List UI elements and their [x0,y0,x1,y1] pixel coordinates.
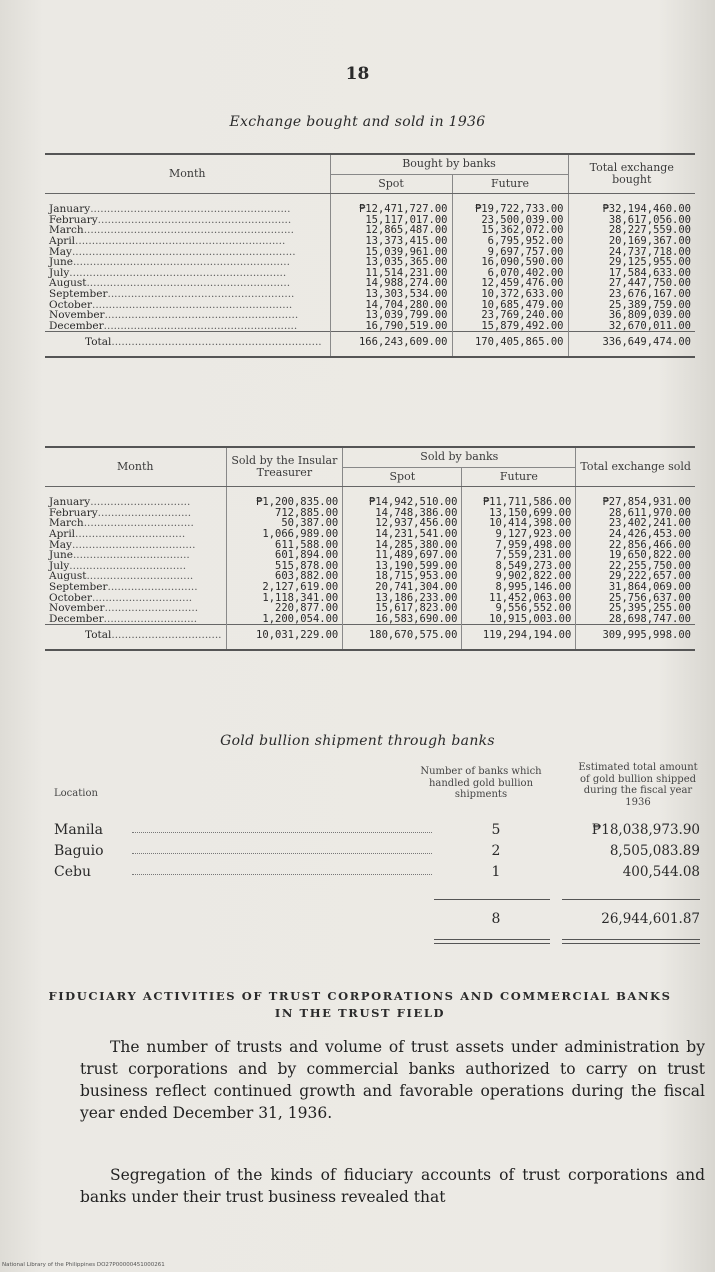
t2-spot: 13,186,233.00 [343,593,462,604]
t1-month: May ................................................................... [49,245,296,258]
t1-future: 15,879,492.00 [452,321,568,332]
gold-bank-count: 1 [491,864,501,880]
t2-header-sold: Sold by banks [343,447,576,467]
t1-month-label: August [49,277,87,290]
t2-future: 9,127,923.00 [462,529,576,540]
t2-month: May ..................................... [49,538,196,551]
t2-month-label: January [49,496,91,509]
t2-month: January .............................. [49,496,191,509]
t2-total: 28,698,747.00 [576,614,695,625]
t1-month-label: March [49,224,84,237]
t1-month-label: June [49,256,73,269]
t2-month-label: April [49,527,76,540]
t1-month: November .......................................................... [49,309,299,322]
table-row [45,497,695,508]
t2-month-label: September [49,580,108,593]
t2-total: 29,222,657.00 [576,571,695,582]
footer-credit: National Library of the Philippines DO27P00000451000261 [2,1262,165,1268]
t2-total: 24,426,453.00 [576,529,695,540]
gold-row [52,822,700,843]
t1-total: 36,809,039.00 [568,310,695,321]
t2-month-label: February [49,506,98,519]
t1-total: 27,447,750.00 [568,278,695,289]
t1-month: December .......................................................... [49,319,298,332]
t2-treasurer: 1,118,341.00 [226,593,343,604]
t2-total: 22,255,750.00 [576,561,695,572]
t1-spot: 14,988,274.00 [330,278,452,289]
t2-month-label: June [49,549,73,562]
t1-total: 23,676,167.00 [568,289,695,300]
t1-future: 10,372,633.00 [452,289,568,300]
gold-header-amount: Estimated total amount of gold bullion shipped during the fiscal year 1936 [578,762,698,808]
table-row [45,561,695,572]
table-row [45,571,695,582]
t1-month-label: November [49,309,105,322]
t1-spot: 15,039,961.00 [330,247,452,258]
t2-future: 13,150,699.00 [462,508,576,519]
t2-future: 10,414,398.00 [462,518,576,529]
t2-treasurer: 712,885.00 [226,508,343,519]
t2-future: 8,995,146.00 [462,582,576,593]
t2-treasurer: 2,127,619.00 [226,582,343,593]
t2-treasurer: 603,882.00 [226,571,343,582]
dot-leader [132,853,432,854]
t2-month-label: October [49,591,92,604]
t2-treasurer: 50,387.00 [226,518,343,529]
gold-amount: ₱18,038,973.90 [591,822,700,838]
t1-spot: 14,704,280.00 [330,300,452,311]
t2-month: February ............................ [49,506,192,519]
t1-month-label: April [49,234,76,247]
t2-month-label: July [49,559,70,572]
t2-total-label-label: Total [85,629,112,642]
t2-spot: 13,190,599.00 [343,561,462,572]
t1-month: January ............................................................ [49,203,291,216]
gold-location: Baguio [54,843,104,859]
t2-treasurer: 515,878.00 [226,561,343,572]
t2-month-label: November [49,602,105,615]
t2-spot: ₱14,942,510.00 [343,497,462,508]
t1-month: June ................................................................. [49,256,290,269]
table-row [45,593,695,604]
t2-total: 19,650,822.00 [576,550,695,561]
t1-total: 25,389,759.00 [568,300,695,311]
t2-header-spot: Spot [343,467,462,487]
t2-future: 9,902,822.00 [462,571,576,582]
t1-month: March ............................................................... [49,224,294,237]
t1-month-label: February [49,213,98,226]
t2-total: 23,402,241.00 [576,518,695,529]
t2-month: June ................................... [49,549,190,562]
t2-month: September ........................... [49,580,198,593]
t2-treasurer: 611,588.00 [226,540,343,551]
t2-spot: 18,715,953.00 [343,571,462,582]
gold-total-amount: 26,944,601.87 [601,911,700,927]
t2-future: ₱11,711,586.00 [462,497,576,508]
t2-total-label: Total ................................. [85,629,222,642]
t1-spot: 13,373,415.00 [330,236,452,247]
t1-total-total: 336,649,474.00 [568,332,695,357]
t1-month: February .......................................................... [49,213,292,226]
t2-future: 9,556,552.00 [462,603,576,614]
t2-total: 28,611,970.00 [576,508,695,519]
t1-total: 17,584,633.00 [568,268,695,279]
gold-caption: Gold bullion shipment through banks [220,733,495,749]
t2-total: ₱27,854,931.00 [576,497,695,508]
t2-spot: 20,741,304.00 [343,582,462,593]
t1-total: 20,169,367.00 [568,236,695,247]
t1-month-label: September [49,287,108,300]
t2-future: 11,452,063.00 [462,593,576,604]
t2-month: August ................................ [49,570,194,583]
t2-spot: 16,583,690.00 [343,614,462,625]
t1-future: 6,070,402.00 [452,268,568,279]
t2-spot: 14,231,541.00 [343,529,462,540]
t2-total-spot: 180,670,575.00 [343,625,462,650]
t2-treasurer: 601,894.00 [226,550,343,561]
t2-month-label: May [49,538,72,551]
t2-spot: 11,489,697.00 [343,550,462,561]
t2-month: October .............................. [49,591,193,604]
t2-header-month: Month [45,447,226,487]
gold-header [52,762,700,822]
t2-month-label: March [49,517,84,530]
t1-total: 28,227,559.00 [568,225,695,236]
t2-future: 8,549,273.00 [462,561,576,572]
t1-total-spot: 166,243,609.00 [330,332,452,357]
t2-total: 25,395,255.00 [576,603,695,614]
total-row [45,625,695,650]
t1-spot: 13,303,534.00 [330,289,452,300]
exchange-bought-table [45,153,695,360]
t2-future: 7,959,498.00 [462,540,576,551]
paragraph-2: Segregation of the kinds of fiduciary accounts of trust corporations and banks under their trust business revealed that [80,1166,705,1206]
table-row [45,603,695,614]
t1-total: 29,125,955.00 [568,257,695,268]
t2-spot: 14,285,380.00 [343,540,462,551]
t2-future: 7,559,231.00 [462,550,576,561]
t2-month-label: August [49,570,87,583]
t2-future: 10,915,003.00 [462,614,576,625]
t1-total: 32,670,011.00 [568,321,695,332]
section-title: FIDUCIARY ACTIVITIES OF TRUST CORPORATIONS AND COMMERCIAL BANKS IN THE TRUST FIELD [48,989,672,1020]
t1-spot: 11,514,231.00 [330,268,452,279]
t1-header-month: Month [45,154,330,194]
t2-month: December ............................ [49,612,198,625]
t1-spot: ₱12,471,727.00 [330,204,452,215]
gold-total-banks: 8 [491,911,501,927]
t2-header-treasurer: Sold by the Insular Treasurer [226,447,343,487]
t1-month: August ............................................................. [49,277,291,290]
t1-future: 23,769,240.00 [452,310,568,321]
t1-total-label: Total ............................................................... [85,336,322,349]
t2-spot: 15,617,823.00 [343,603,462,614]
t2-spot: 12,937,456.00 [343,518,462,529]
table1-caption: Exchange bought and sold in 1936 [229,114,486,130]
t1-future: 16,090,590.00 [452,257,568,268]
t2-total: 22,856,466.00 [576,540,695,551]
gold-bank-count: 5 [491,822,501,838]
gold-header-location: Location [54,788,98,799]
t2-treasurer: 1,200,054.00 [226,614,343,625]
t2-month-label: December [49,612,104,625]
t1-total-future: 170,405,865.00 [452,332,568,357]
t2-month: April ................................. [49,527,186,540]
t1-spot: 13,035,365.00 [330,257,452,268]
t1-month-label: December [49,319,104,332]
table-row [45,289,695,300]
table-row [45,518,695,529]
t1-month: April ............................................................... [49,234,286,247]
t2-header-future: Future [462,467,576,487]
t1-future: 6,795,952.00 [452,236,568,247]
gold-row [52,843,700,864]
t1-month-label: January [49,203,91,216]
t1-month: September ........................................................ [49,287,295,300]
t1-future: 9,697,757.00 [452,247,568,258]
table-row [45,614,695,625]
table-row [45,582,695,593]
gold-amount: 8,505,083.89 [609,843,700,859]
t2-treasurer: ₱1,200,835.00 [226,497,343,508]
t1-future: 23,500,039.00 [452,215,568,226]
t1-future: 12,459,476.00 [452,278,568,289]
gold-header-banks: Number of banks which handled gold bullion shipments [420,766,542,800]
gold-total-row [52,899,700,949]
t2-total: 25,756,637.00 [576,593,695,604]
table-row [45,550,695,561]
dot-leader [132,874,432,875]
t1-month: July ................................................................. [49,266,287,279]
t1-total: 24,737,718.00 [568,247,695,258]
gold-bullion-table [52,762,700,949]
t1-future: ₱19,722,733.00 [452,204,568,215]
t2-header-total: Total exchange sold [576,447,695,487]
t1-future: 10,685,479.00 [452,300,568,311]
gold-location: Cebu [54,864,91,880]
t1-total: ₱32,194,460.00 [568,204,695,215]
paragraph-1: The number of trusts and volume of trust assets under administration by trust corporations and by commercial banks authorized to carry on trust business reflect continued growth and favorable operations during the fiscal year ended December 31, 1936. [80,1038,705,1122]
t1-future: 15,362,072.00 [452,225,568,236]
exchange-sold-table [45,446,695,653]
total-row [45,332,695,357]
t1-total: 38,617,056.00 [568,215,695,226]
t2-month: July ................................... [49,559,187,572]
gold-amount: 400,544.08 [622,864,700,880]
t2-total-total: 309,995,998.00 [576,625,695,650]
gold-row [52,864,700,885]
table-row [45,321,695,332]
table-row [45,540,695,551]
t2-total-treasurer: 10,031,229.00 [226,625,343,650]
t1-total-label-label: Total [85,336,112,349]
gold-location: Manila [54,822,103,838]
t2-month: March ................................. [49,517,194,530]
table-row [45,236,695,247]
table-row [45,508,695,519]
t1-month-label: May [49,245,72,258]
t2-total-future: 119,294,194.00 [462,625,576,650]
t1-month: October ............................................................ [49,298,293,311]
t2-treasurer: 1,066,989.00 [226,529,343,540]
t2-treasurer: 220,877.00 [226,603,343,614]
t1-spot: 13,039,799.00 [330,310,452,321]
t1-header-future: Future [452,174,568,194]
dot-leader [132,832,432,833]
t1-spot: 12,865,487.00 [330,225,452,236]
t1-month-label: October [49,298,92,311]
t1-spot: 16,790,519.00 [330,321,452,332]
t1-header-spot: Spot [330,174,452,194]
t1-spot: 15,117,017.00 [330,215,452,226]
gold-bank-count: 2 [491,843,501,859]
t1-header-bought: Bought by banks [330,154,568,174]
t1-month-label: July [49,266,70,279]
t1-header-total: Total exchange bought [568,154,695,194]
table-row [45,529,695,540]
t2-spot: 14,748,386.00 [343,508,462,519]
page-number: 18 [345,64,370,84]
t2-total: 31,864,069.00 [576,582,695,593]
t2-month: November ............................ [49,602,199,615]
